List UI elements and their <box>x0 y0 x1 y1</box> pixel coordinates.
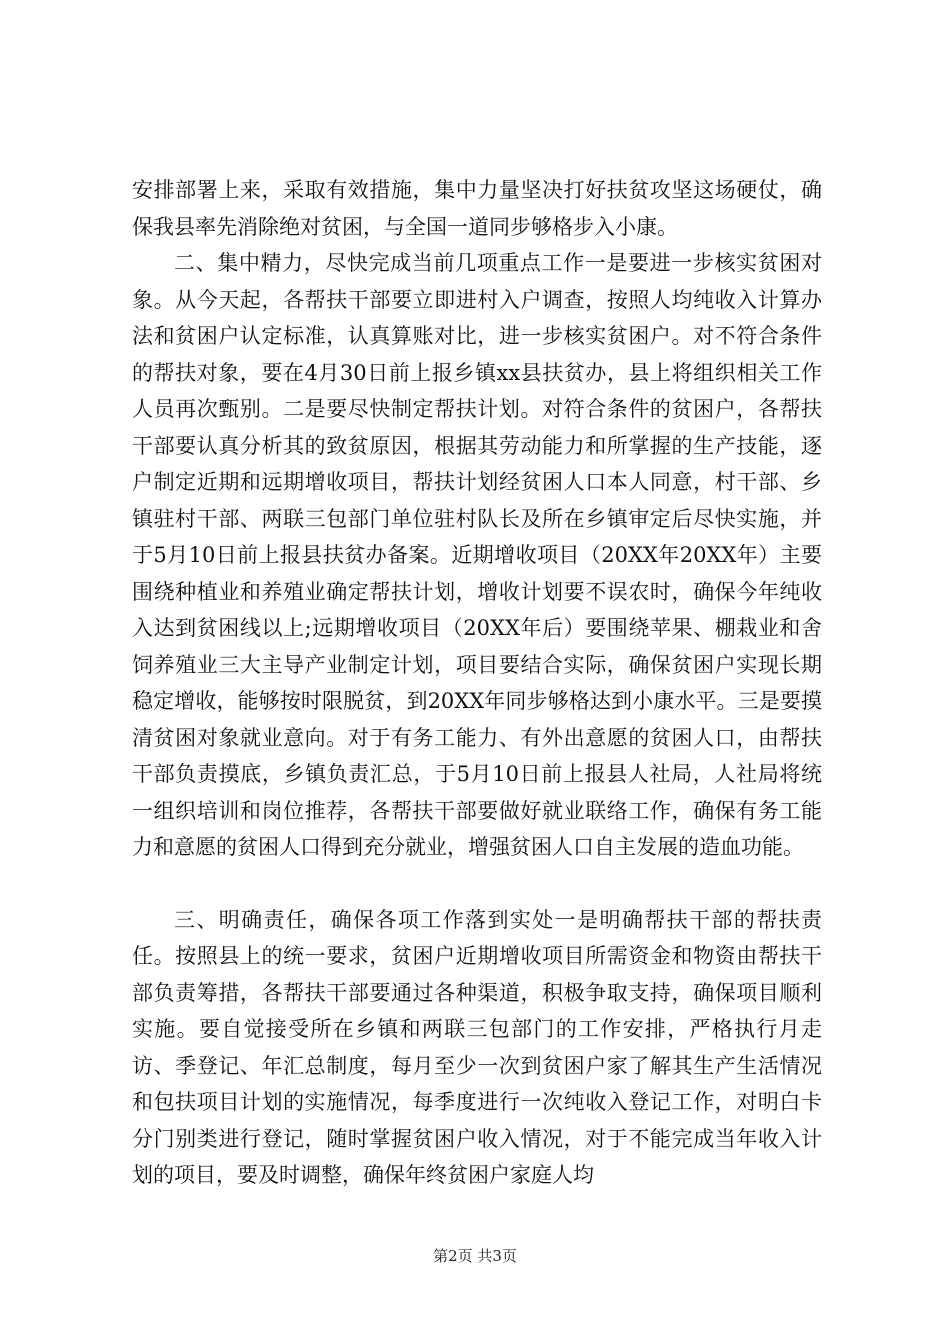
document-body <box>132 172 822 1194</box>
paragraph-continuation: 安排部署上来，采取有效措施，集中力量坚决打好扶贫攻坚这场硬仗，确保我县率先消除绝对贫困，与全国一道同步够格步入小康。 <box>132 178 822 239</box>
paragraph-section-three: 三、明确责任，确保各项工作落到实处一是明确帮扶干部的帮扶责任。按照县上的统一要求，贫困户近期增收项目所需资金和物资由帮扶干部负责筹措，各帮扶干部要通过各种渠道，积极争取支持，确保项目顺利实施。要自觉接受所在乡镇和两联三包部门的工作安排，严格执行月走访、季登记、年汇总制度，每月至少一次到贫困户家了解其生产生活情况和包扶项目计划的实施情况，每季度进行一次纯收入登记工作，对明白卡分门别类进行登记，随时掌握贫困户收入情况，对于不能完成当年收入计划的项目，要及时调整，确保年终贫困户家庭人均 <box>132 907 822 1187</box>
paragraph-section-two: 二、集中精力，尽快完成当前几项重点工作一是要进一步核实贫困对象。从今天起，各帮扶干部要立即进村入户调查，按照人均纯收入计算办法和贫困户认定标准，认真算账对比，进一步核实贫困户。对不符合条件的帮扶对象，要在4月30日前上报乡镇xx县扶贫办，县上将组织相关工作人员再次甄别。二是要尽快制定帮扶计划。对符合条件的贫困户，各帮扶干部要认真分析其的致贫原因，根据其劳动能力和所掌握的生产技能，逐户制定近期和远期增收项目，帮扶计划经贫困人口本人同意，村干部、乡镇驻村干部、两联三包部门单位驻村队长及所在乡镇审定后尽快实施，并于5月10日前上报县扶贫办备案。近期增收项目（20XX年20XX年）主要围绕种植业和养殖业确定帮扶计划，增收计划要不误农时，确保今年纯收入达到贫困线以上;远期增收项目（20XX年后）要围绕苹果、棚栽业和舍饲养殖业三大主导产业制定计划，项目要结合实际，确保贫困户实现长期稳定增收，能够按时限脱贫，到20XX年同步够格达到小康水平。三是要摸清贫困对象就业意向。对于有务工能力、有外出意愿的贫困人口，由帮扶干部负责摸底，乡镇负责汇总，于5月10日前上报县人社局，人社局将统一组织培训和岗位推荐，各帮扶干部要做好就业联络工作，确保有务工能力和意愿的贫困人口得到充分就业，增强贫困人口自主发展的造血功能。 <box>132 251 822 859</box>
page-footer: 第2页 共3页 <box>433 1247 517 1265</box>
